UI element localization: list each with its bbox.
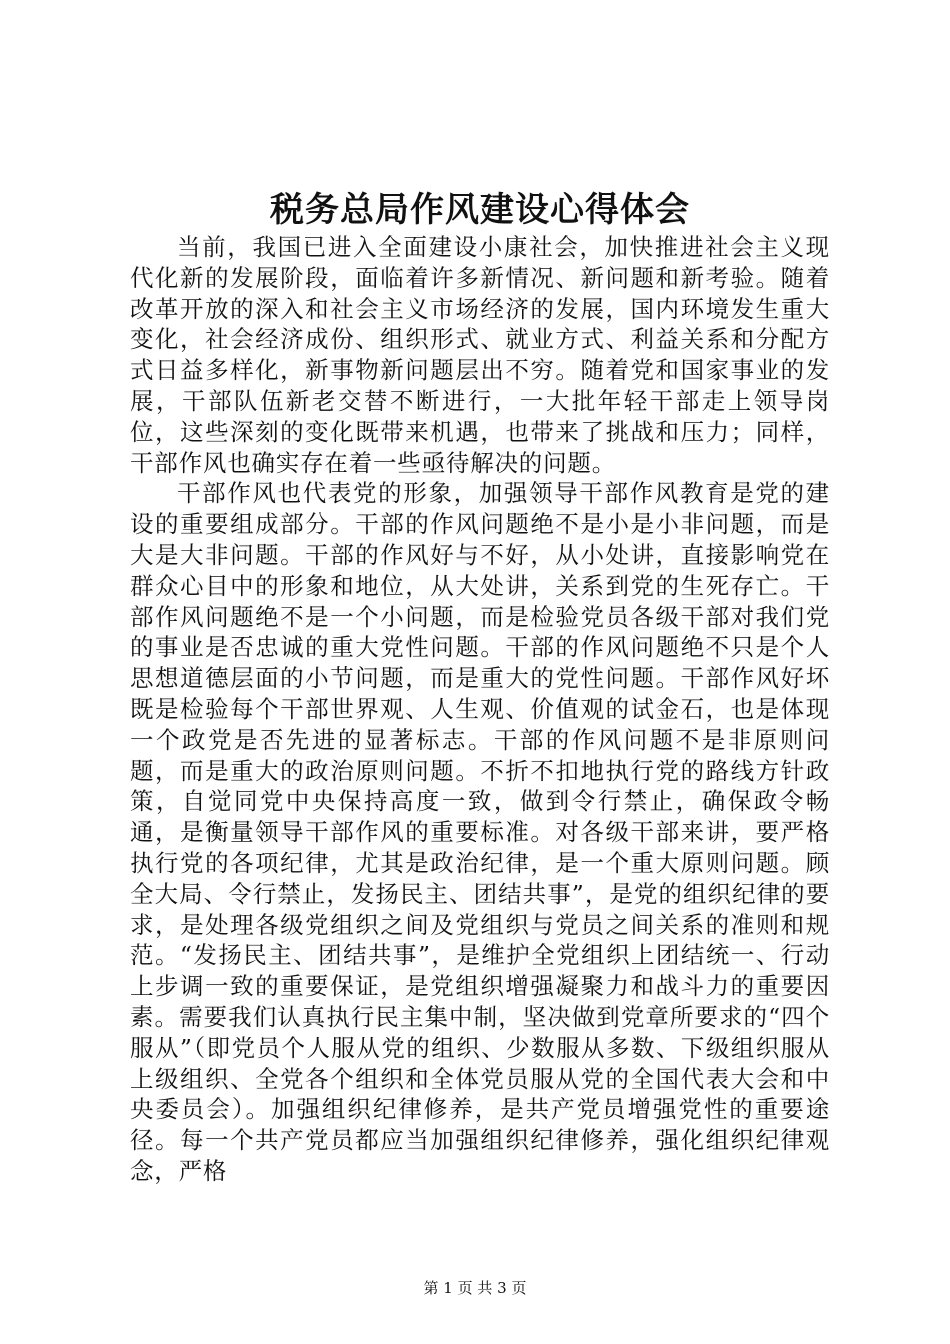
page-number-footer: 第 1 页 共 3 页 bbox=[423, 1279, 527, 1297]
document-body bbox=[130, 232, 830, 1187]
body-paragraph: 当前，我国已进入全面建设小康社会，加快推进社会主义现代化新的发展阶段，面临着许多新情况、新问题和新考验。随着改革开放的深入和社会主义市场经济的发展，国内环境发生重大变化，社会经济成份、组织形式、就业方式、利益关系和分配方式日益多样化，新事物新问题层出不穷。随着党和国家事业的发展，干部队伍新老交替不断进行，一大批年轻干部走上领导岗位，这些深刻的变化既带来机遇，也带来了挑战和压力；同样，干部作风也确实存在着一些亟待解决的问题。 bbox=[130, 233, 830, 477]
body-paragraph: 干部作风也代表党的形象，加强领导干部作风教育是党的建设的重要组成部分。干部的作风问题绝不是小是小非问题，而是大是大非问题。干部的作风好与不好，从小处讲，直接影响党在群众心目中的形象和地位，从大处讲，关系到党的生死存亡。干部作风问题绝不是一个小问题，而是检验党员各级干部对我们党的事业是否忠诚的重大党性问题。干部的作风问题绝不只是个人思想道德层面的小节问题，而是重大的党性问题。干部作风好坏既是检验每个干部世界观、人生观、价值观的试金石，也是体现一个政党是否先进的显著标志。干部的作风问题不是非原则问题，而是重大的政治原则问题。不折不扣地执行党的路线方针政策，自觉同党中央保持高度一致，做到令行禁止，确保政令畅通，是衡量领导干部作风的重要标准。对各级干部来讲，要严格执行党的各项纪律，尤其是政治纪律，是一个重大原则问题。顾全大局、令行禁止，发扬民主、团结共事”，是党的组织纪律的要求，是处理各级党组织之间及党组织与党员之间关系的准则和规范。“发扬民主、团结共事”，是维护全党组织上团结统一、行动上步调一致的重要保证，是党组织增强凝聚力和战斗力的重要因素。需要我们认真执行民主集中制，坚决做到党章所要求的“四个服从”（即党员个人服从党的组织、少数服从多数、下级组织服从上级组织、全党各个组织和全体党员服从党的全国代表大会和中央委员会）。加强组织纪律修养，是共产党员增强党性的重要途径。每一个共产党员都应当加强组织纪律修养，强化组织纪律观念，严格 bbox=[130, 479, 830, 1185]
document-title: 税务总局作风建设心得体会 bbox=[270, 190, 690, 230]
